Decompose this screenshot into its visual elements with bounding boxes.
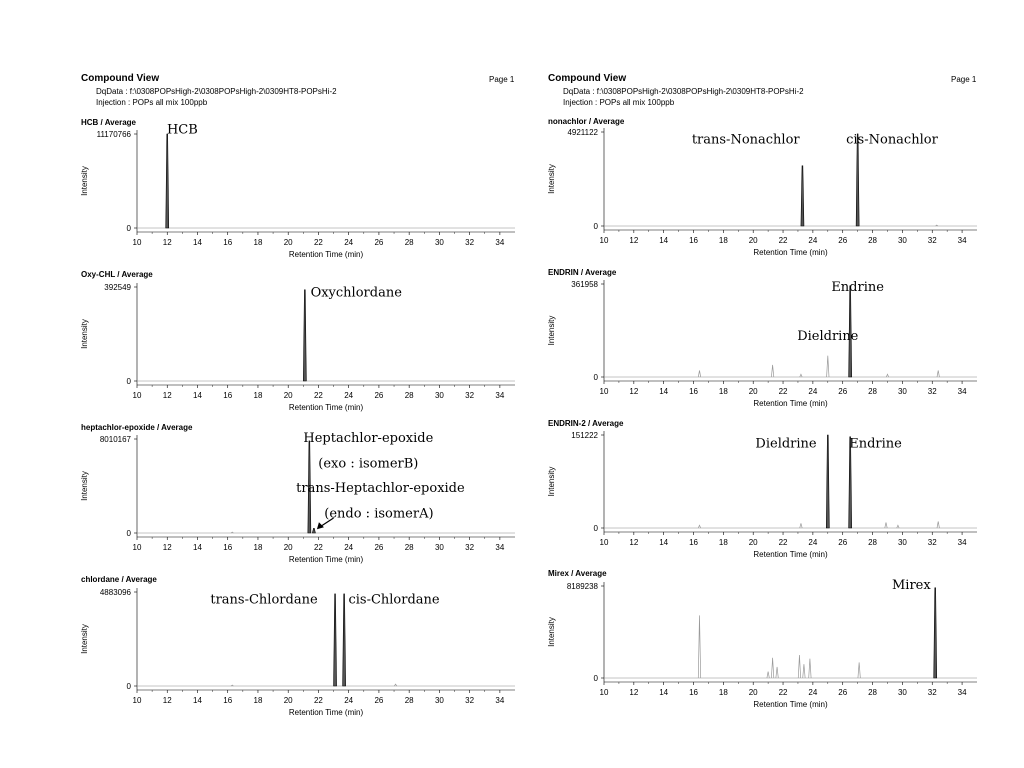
page-number: Page 1 (489, 75, 515, 84)
peak-annotation: trans-Chlordane (210, 592, 318, 608)
x-tick-label: 24 (344, 696, 354, 705)
y-zero-label: 0 (593, 222, 598, 231)
y-zero-label: 0 (126, 682, 131, 691)
x-tick-label: 22 (313, 543, 323, 552)
y-max-label: 11170766 (96, 130, 131, 139)
x-tick-label: 14 (659, 538, 669, 547)
x-tick-label: 20 (748, 387, 758, 396)
x-tick-label: 12 (629, 538, 639, 547)
y-axis-label: Intensity (80, 319, 89, 349)
peak (826, 435, 829, 528)
x-tick-label: 34 (495, 391, 505, 400)
minor-peak (937, 370, 939, 377)
y-axis-label: Intensity (547, 164, 556, 194)
peak-annotation: Oxychlordane (310, 285, 402, 301)
x-tick-label: 26 (374, 391, 384, 400)
chromatogram-panel-6 (547, 419, 977, 559)
chromatogram-panel-5 (80, 423, 515, 564)
x-tick-label: 12 (162, 238, 172, 247)
peak-annotation: trans-Nonachlor (691, 132, 800, 148)
minor-peak (767, 672, 769, 678)
x-tick-label: 16 (223, 696, 233, 705)
minor-peak (897, 525, 899, 528)
x-tick-label: 30 (434, 238, 444, 247)
x-tick-label: 28 (404, 543, 414, 552)
panel-title: nonachlor / Average (548, 117, 625, 126)
x-axis-label: Retention Time (min) (753, 399, 828, 408)
x-tick-label: 34 (957, 387, 967, 396)
x-tick-label: 32 (927, 538, 937, 547)
peak (856, 134, 859, 226)
x-tick-label: 20 (283, 696, 293, 705)
chromatogram-panel-7 (80, 575, 515, 717)
x-tick-label: 16 (223, 391, 233, 400)
minor-peak (771, 365, 773, 377)
x-tick-label: 18 (253, 238, 263, 247)
annotation-arrowhead (317, 522, 324, 529)
x-tick-label: 22 (778, 538, 788, 547)
page-title: Compound View (81, 73, 160, 84)
minor-peak (800, 523, 802, 528)
x-tick-label: 30 (897, 688, 907, 697)
peak-annotation: Mirex (891, 578, 931, 594)
dqdata-path: DqData : f:\0308POPsHigh-2\0308POPsHigh-2\0309HT8-POPsHi-2 (563, 87, 804, 96)
x-tick-label: 28 (868, 387, 878, 396)
x-tick-label: 32 (465, 543, 475, 552)
x-tick-label: 28 (868, 236, 878, 245)
panel-title: HCB / Average (81, 118, 136, 127)
x-tick-label: 16 (689, 688, 698, 697)
x-tick-label: 24 (344, 543, 354, 552)
x-tick-label: 16 (689, 538, 698, 547)
minor-peak (800, 374, 802, 377)
x-tick-label: 34 (495, 696, 505, 705)
minor-peak (885, 522, 887, 528)
panel-title: chlordane / Average (81, 575, 157, 584)
x-tick-label: 26 (374, 238, 384, 247)
panel-title: heptachlor-epoxide / Average (81, 423, 193, 432)
x-tick-label: 16 (223, 238, 233, 247)
x-tick-label: 18 (253, 543, 263, 552)
chromatogram-panel-1 (80, 118, 515, 259)
chromatogram-panel-4 (547, 268, 977, 408)
x-tick-label: 26 (374, 696, 384, 705)
x-tick-label: 26 (838, 236, 848, 245)
x-tick-label: 14 (659, 236, 669, 245)
x-tick-label: 30 (434, 391, 444, 400)
x-tick-label: 26 (838, 387, 848, 396)
chromatogram-panel-2 (547, 117, 977, 257)
x-tick-label: 24 (344, 391, 354, 400)
minor-peak (803, 664, 805, 678)
peak (303, 290, 306, 381)
peak-annotation: cis-Chlordane (348, 592, 440, 608)
x-tick-label: 18 (253, 391, 263, 400)
peak (312, 528, 315, 533)
peak-annotation: Heptachlor-epoxide (303, 431, 434, 447)
x-axis-label: Retention Time (min) (288, 250, 364, 259)
peak (334, 594, 337, 686)
y-zero-label: 0 (593, 674, 598, 683)
x-tick-label: 32 (465, 696, 475, 705)
x-axis-label: Retention Time (min) (753, 248, 828, 257)
x-tick-label: 26 (838, 688, 848, 697)
y-axis-label: Intensity (547, 466, 556, 497)
page-number: Page 1 (951, 75, 977, 84)
x-tick-label: 32 (927, 236, 937, 245)
x-tick-label: 10 (132, 238, 142, 247)
x-tick-label: 24 (808, 387, 818, 396)
x-tick-label: 14 (659, 387, 669, 396)
x-axis-label: Retention Time (min) (288, 708, 364, 717)
x-tick-label: 20 (748, 236, 758, 245)
peak-annotation: trans-Heptachlor-epoxide (296, 480, 465, 496)
y-zero-label: 0 (593, 373, 598, 382)
y-axis-label: Intensity (80, 471, 89, 501)
y-axis-label: Intensity (547, 315, 556, 346)
x-tick-label: 24 (344, 238, 354, 247)
x-tick-label: 12 (162, 543, 172, 552)
minor-peak (771, 658, 773, 678)
x-tick-label: 26 (838, 538, 848, 547)
x-tick-label: 30 (897, 387, 907, 396)
x-tick-label: 22 (778, 688, 788, 697)
minor-peak (698, 370, 700, 377)
x-tick-label: 16 (223, 543, 233, 552)
x-tick-label: 20 (748, 688, 758, 697)
minor-peak (798, 655, 800, 678)
x-tick-label: 10 (132, 391, 142, 400)
x-tick-label: 26 (374, 543, 384, 552)
x-tick-label: 18 (253, 696, 263, 705)
x-tick-label: 32 (927, 387, 937, 396)
x-tick-label: 24 (808, 688, 818, 697)
y-max-label: 392549 (104, 283, 131, 292)
x-tick-label: 34 (957, 236, 967, 245)
y-axis-label: Intensity (80, 624, 89, 654)
peak-annotation: Endrine (849, 436, 902, 452)
injection-label: Injection : POPs all mix 100ppb (96, 98, 208, 107)
x-tick-label: 18 (718, 538, 728, 547)
x-tick-label: 34 (495, 543, 505, 552)
x-tick-label: 16 (689, 236, 698, 245)
peak (934, 588, 937, 678)
x-tick-label: 32 (465, 238, 475, 247)
x-tick-label: 28 (404, 391, 414, 400)
x-tick-label: 32 (927, 688, 937, 697)
peak-annotation: (endo : isomerA) (324, 506, 434, 522)
panel-title: ENDRIN-2 / Average (548, 419, 624, 428)
x-tick-label: 32 (465, 391, 475, 400)
y-zero-label: 0 (126, 529, 131, 538)
panel-title: ENDRIN / Average (548, 268, 617, 277)
x-tick-label: 30 (434, 696, 444, 705)
x-tick-label: 14 (193, 696, 202, 705)
y-max-label: 8189238 (566, 582, 598, 591)
peak-annotation: Dieldrine (797, 329, 859, 345)
x-tick-label: 18 (718, 688, 728, 697)
y-axis-label: Intensity (547, 617, 556, 647)
peak-annotation: HCB (166, 122, 198, 138)
x-tick-label: 28 (868, 538, 878, 547)
x-tick-label: 30 (897, 538, 907, 547)
minor-peak (394, 684, 396, 686)
y-max-label: 4921122 (567, 128, 598, 137)
x-tick-label: 14 (659, 688, 669, 697)
peak-annotation: Dieldrine (755, 436, 817, 452)
x-tick-label: 30 (897, 236, 907, 245)
x-tick-label: 28 (868, 688, 878, 697)
y-max-label: 8010167 (99, 435, 131, 444)
minor-peak (698, 615, 700, 678)
x-tick-label: 20 (283, 543, 293, 552)
peak-annotation: (exo : isomerB) (318, 456, 419, 472)
minor-peak (937, 521, 939, 528)
minor-peak (827, 356, 829, 377)
y-zero-label: 0 (126, 377, 131, 386)
x-tick-label: 12 (162, 391, 172, 400)
x-tick-label: 24 (808, 538, 818, 547)
y-zero-label: 0 (126, 224, 131, 233)
chromatogram-panel-3 (80, 270, 515, 412)
x-tick-label: 24 (808, 236, 818, 245)
x-tick-label: 22 (313, 238, 323, 247)
x-tick-label: 34 (957, 538, 967, 547)
x-tick-label: 12 (162, 696, 172, 705)
x-tick-label: 28 (404, 696, 414, 705)
x-tick-label: 22 (313, 391, 323, 400)
x-tick-label: 20 (283, 391, 293, 400)
chromatogram-panel-8 (547, 569, 977, 709)
x-tick-label: 20 (283, 238, 293, 247)
x-tick-label: 22 (313, 696, 323, 705)
x-tick-label: 10 (599, 688, 609, 697)
minor-peak (809, 659, 811, 678)
x-axis-label: Retention Time (min) (753, 550, 828, 559)
x-axis-label: Retention Time (min) (288, 555, 364, 564)
page-title: Compound View (548, 73, 627, 84)
x-tick-label: 14 (193, 391, 202, 400)
injection-label: Injection : POPs all mix 100ppb (563, 98, 675, 107)
x-tick-label: 10 (132, 543, 142, 552)
x-tick-label: 10 (599, 236, 609, 245)
minor-peak (886, 374, 888, 377)
x-tick-label: 28 (404, 238, 414, 247)
x-tick-label: 12 (629, 236, 639, 245)
x-tick-label: 12 (629, 387, 639, 396)
x-tick-label: 10 (599, 387, 609, 396)
x-axis-label: Retention Time (min) (288, 403, 364, 412)
minor-peak (698, 525, 700, 528)
peak (801, 166, 804, 226)
x-tick-label: 14 (193, 238, 202, 247)
x-tick-label: 22 (778, 236, 788, 245)
y-max-label: 151222 (571, 431, 598, 440)
peak (166, 134, 169, 228)
minor-peak (776, 667, 778, 678)
x-tick-label: 34 (495, 238, 505, 247)
x-tick-label: 18 (718, 387, 728, 396)
panel-title: Oxy-CHL / Average (81, 270, 153, 279)
x-tick-label: 30 (434, 543, 444, 552)
y-max-label: 361958 (571, 280, 598, 289)
panel-title: Mirex / Average (548, 569, 607, 578)
peak (343, 594, 346, 686)
x-tick-label: 22 (778, 387, 788, 396)
minor-peak (858, 662, 860, 678)
y-axis-label: Intensity (80, 166, 89, 196)
x-tick-label: 10 (132, 696, 142, 705)
x-tick-label: 18 (718, 236, 728, 245)
peak-annotation: cis-Nonachlor (846, 132, 938, 148)
x-tick-label: 12 (629, 688, 639, 697)
x-tick-label: 34 (957, 688, 967, 697)
peak-annotation: Endrine (831, 279, 884, 295)
x-tick-label: 14 (193, 543, 202, 552)
dqdata-path: DqData : f:\0308POPsHigh-2\0308POPsHigh-2\0309HT8-POPsHi-2 (96, 87, 337, 96)
y-zero-label: 0 (593, 524, 598, 533)
x-tick-label: 20 (748, 538, 758, 547)
y-max-label: 4883096 (99, 588, 131, 597)
x-tick-label: 16 (689, 387, 698, 396)
x-tick-label: 10 (599, 538, 609, 547)
x-axis-label: Retention Time (min) (753, 700, 828, 709)
